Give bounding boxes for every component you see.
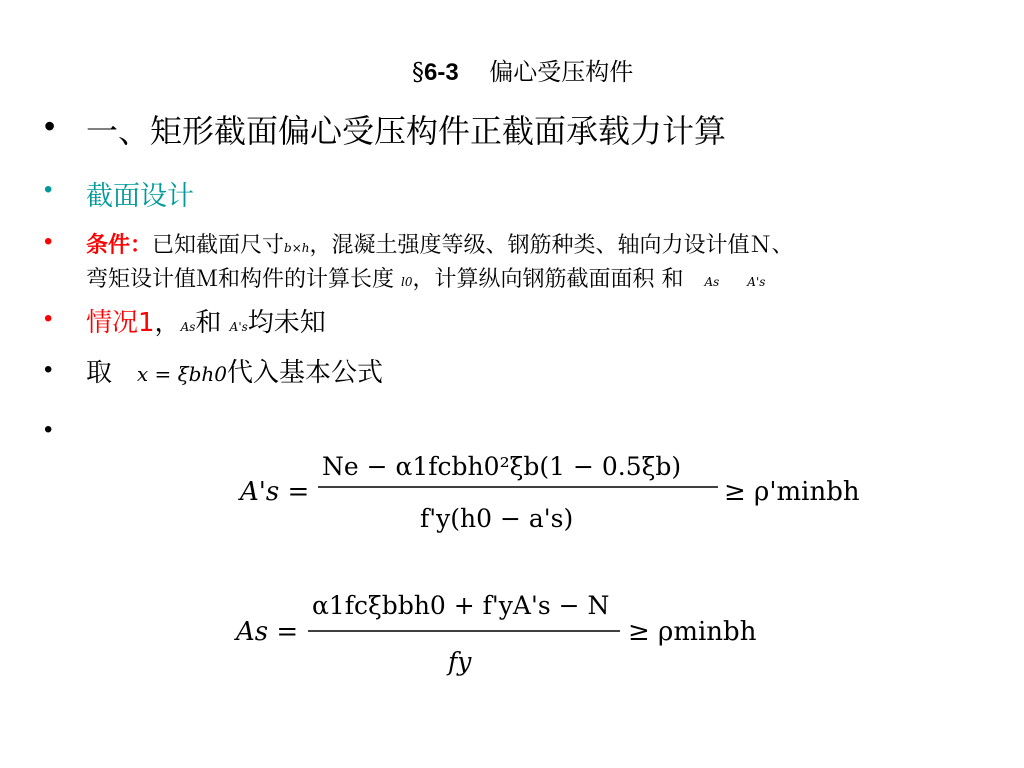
formula-2-lhs: As = xyxy=(236,617,299,647)
case-1-and: 和 xyxy=(195,308,222,338)
case-1-label: 情况1 xyxy=(86,308,155,338)
heading-section-design: 截面设计 xyxy=(86,181,194,212)
bullet-dot: • xyxy=(44,416,53,443)
formula-1-rhs: ≥ ρ'minbh xyxy=(724,477,860,507)
math-as: As xyxy=(180,320,196,334)
formula-2-numerator: α1fcξbbh0 + f'yA's − N xyxy=(312,591,610,620)
case-1-suffix: 均未知 xyxy=(247,308,326,338)
bullet-dot: • xyxy=(44,356,53,383)
formula-1-lhs: A's = xyxy=(240,477,310,507)
conditions-label: 条件： xyxy=(86,233,153,258)
math-l0: l0 xyxy=(401,275,413,289)
section-number: 6-3 xyxy=(424,59,459,86)
math-as-prime: A's xyxy=(229,320,248,334)
conditions-text-d: ，计算纵向钢筋截面面积 和 xyxy=(412,267,684,292)
bullet-dot: • xyxy=(44,305,53,332)
bullet-dot: • xyxy=(44,176,53,203)
take-label: 取 xyxy=(86,358,113,388)
conditions-text-c: 弯矩设计值Ｍ和构件的计算长度 xyxy=(86,267,395,292)
math-as: As xyxy=(704,275,720,289)
formula-1 xyxy=(238,452,860,533)
conditions-text-b: ，混凝土强度等级、钢筋种类、轴向力设计值Ｎ、 xyxy=(309,233,794,258)
formula-1-numerator: Ne − α1fcbh0²ξb(1 − 0.5ξb) xyxy=(322,452,682,481)
section-title: 偏心受压构件 xyxy=(489,58,634,86)
formula-1-denominator: f'y(h0 − a's) xyxy=(420,504,574,533)
bullet-dot: • xyxy=(44,228,53,255)
case-1-comma: ， xyxy=(154,308,181,338)
math-bxh: b×h xyxy=(284,241,310,255)
math-as-prime: A's xyxy=(747,275,766,289)
section-symbol: § xyxy=(412,58,424,86)
heading-main: 一、矩形截面偏心受压构件正截面承载力计算 xyxy=(86,112,727,150)
formula-2-denominator: fy xyxy=(448,647,472,676)
bullet-dot: • xyxy=(44,108,56,144)
take-suffix: 代入基本公式 xyxy=(227,358,384,388)
formula-2-rhs: ≥ ρminbh xyxy=(628,617,757,647)
formula-2 xyxy=(234,591,757,676)
conditions-text-a: 已知截面尺寸 xyxy=(152,233,285,258)
math-x-eq: x = ξbh0 xyxy=(136,362,227,386)
